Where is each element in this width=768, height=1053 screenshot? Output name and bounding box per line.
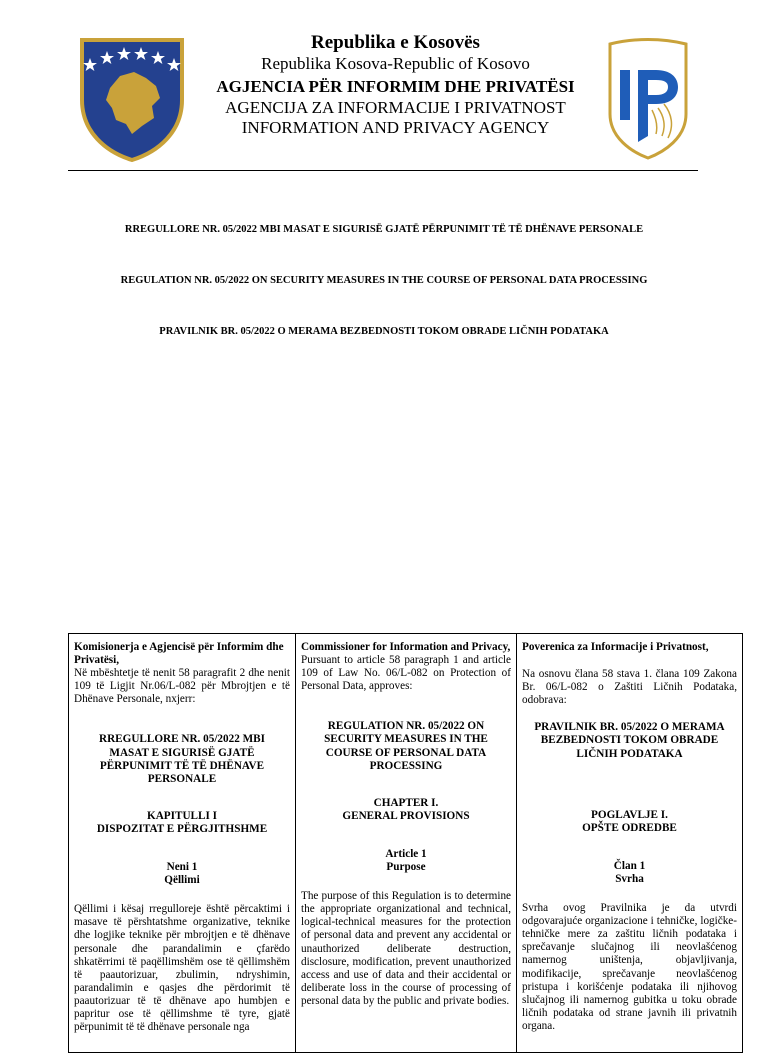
chapter-name: OPŠTE ODREDBE: [582, 821, 677, 834]
authority-line: Poverenica za Informacije i Privatnost,: [522, 641, 709, 653]
regulation-title: RREGULLORE NR. 05/2022 MBI MASAT E SIGURISË GJATË PËRPUNIMIT TË TË DHËNAVE PERSONALE: [99, 733, 265, 785]
authority-line: Komisionerja e Agjencisë për Informim dhe Privatësi,: [74, 641, 284, 667]
article-number: Article 1: [385, 847, 427, 860]
letterhead: [68, 30, 698, 170]
chapter-name: GENERAL PROVISIONS: [342, 809, 470, 822]
legal-basis: Pursuant to article 58 paragraph 1 and article 109 of Law No. 06/L-082 on Protection of Personal Data, approves:: [301, 654, 511, 693]
article-body: Svrha ovog Pravilnika je da utvrdi odgovarajuće organizacione i tehničke, logičke-tehničke mere za zaštitu ličnih podataka i sprečavanje slučajnog ili neovlašćenog namernog uništenja, objavljivanja, modifikacije, sprečavanje neovlašćenog pristupa i korišćenje podataka ili njihovog slučajnog ili namernog gubitka u toku obrade ličnih podataka od strane javnih ili privatnih organa.: [522, 902, 737, 1032]
header-country-alt: Republika Kosova-Republic of Kosovo: [261, 54, 530, 74]
header-country: Republika e Kosovës: [311, 32, 480, 53]
title-english: REGULATION NR. 05/2022 ON SECURITY MEASURES IN THE COURSE OF PERSONAL DATA PROCESSING: [120, 275, 648, 286]
chapter-number: CHAPTER I.: [373, 796, 439, 809]
article-number: Neni 1: [166, 861, 198, 874]
trilingual-table: [68, 633, 743, 1053]
title-albanian: RREGULLORE NR. 05/2022 MBI MASAT E SIGURISË GJATË PËRPUNIMIT TË TË DHËNAVE PERSONALE: [124, 224, 644, 235]
header-agency-sr: AGENCIJA ZA INFORMACIJE I PRIVATNOST: [225, 97, 566, 117]
regulation-title: REGULATION NR. 05/2022 ON SECURITY MEASURES IN THE COURSE OF PERSONAL DATA PROCESSING: [324, 720, 488, 772]
article-name: Qëllimi: [164, 874, 200, 887]
header-divider: [68, 170, 698, 171]
authority-line: Commissioner for Information and Privacy,: [301, 641, 511, 653]
legal-basis: Në mbështetje të nenit 58 paragrafit 2 dhe nenit 109 të Ligjit Nr.06/L-082 për Mbrojtjen e të Dhënave Personale, nxjerr:: [74, 667, 290, 706]
article-name: Svrha: [615, 872, 644, 885]
column-albanian: [69, 634, 296, 1052]
chapter-number: KAPITULLI I: [147, 809, 217, 822]
article-name: Purpose: [386, 861, 426, 874]
article-number: Član 1: [613, 859, 646, 872]
column-serbian: [517, 634, 742, 1052]
kosovo-coat-of-arms-icon: [76, 34, 188, 162]
regulation-title: PRAVILNIK BR. 05/2022 O MERAMA BEZBEDNOSTI TOKOM OBRADE LIČNIH PODATAKA: [534, 721, 725, 760]
header-agency-en: INFORMATION AND PRIVACY AGENCY: [241, 117, 550, 137]
title-serbian: PRAVILNIK BR. 05/2022 O MERAMA BEZBEDNOSTI TOKOM OBRADE LIČNIH PODATAKA: [159, 326, 609, 337]
article-body: Qëllimi i kësaj rregulloreje është përcaktimi i masave të përshtatshme organizative, teknike dhe logjike teknike për mbrojtjen e të dhënave personale dhe parandalimin e çfarëdo shkatërrimi të paqëllimshëm ose të qëllimshëm të paautorizuar, zbulimin, ndryshimin, parandalimin e qasjes dhe përdorimit të paautorizuar të të dhënave apo humbjen e papritur ose të qëllimshme të tyre, gjatë përpunimit të të dhënave personale nga: [74, 903, 290, 1034]
chapter-number: POGLAVLJE I.: [591, 808, 668, 821]
legal-basis: Na osnovu člana 58 stava 1. člana 109 Zakona Br. 06/L-082 o Zaštiti Ličnih Podataka, odobrava:: [522, 668, 737, 707]
ip-agency-logo-icon: [598, 34, 698, 162]
chapter-name: DISPOZITAT E PËRGJITHSHME: [96, 822, 268, 835]
header-agency-sq: AGJENCIA PËR INFORMIM DHE PRIVATËSI: [216, 77, 575, 97]
column-english: [296, 634, 517, 1052]
article-body: The purpose of this Regulation is to determine the appropriate organizational and technical, logical-technical measures for the protection of personal data and prevent any accidental or unauthorized deliberate destruction, disclosure, modification, prevent unauthorized access and use of data and their accidental or deliberate loss in the course of processing of personal data by the public and private bodies.: [301, 890, 511, 1007]
